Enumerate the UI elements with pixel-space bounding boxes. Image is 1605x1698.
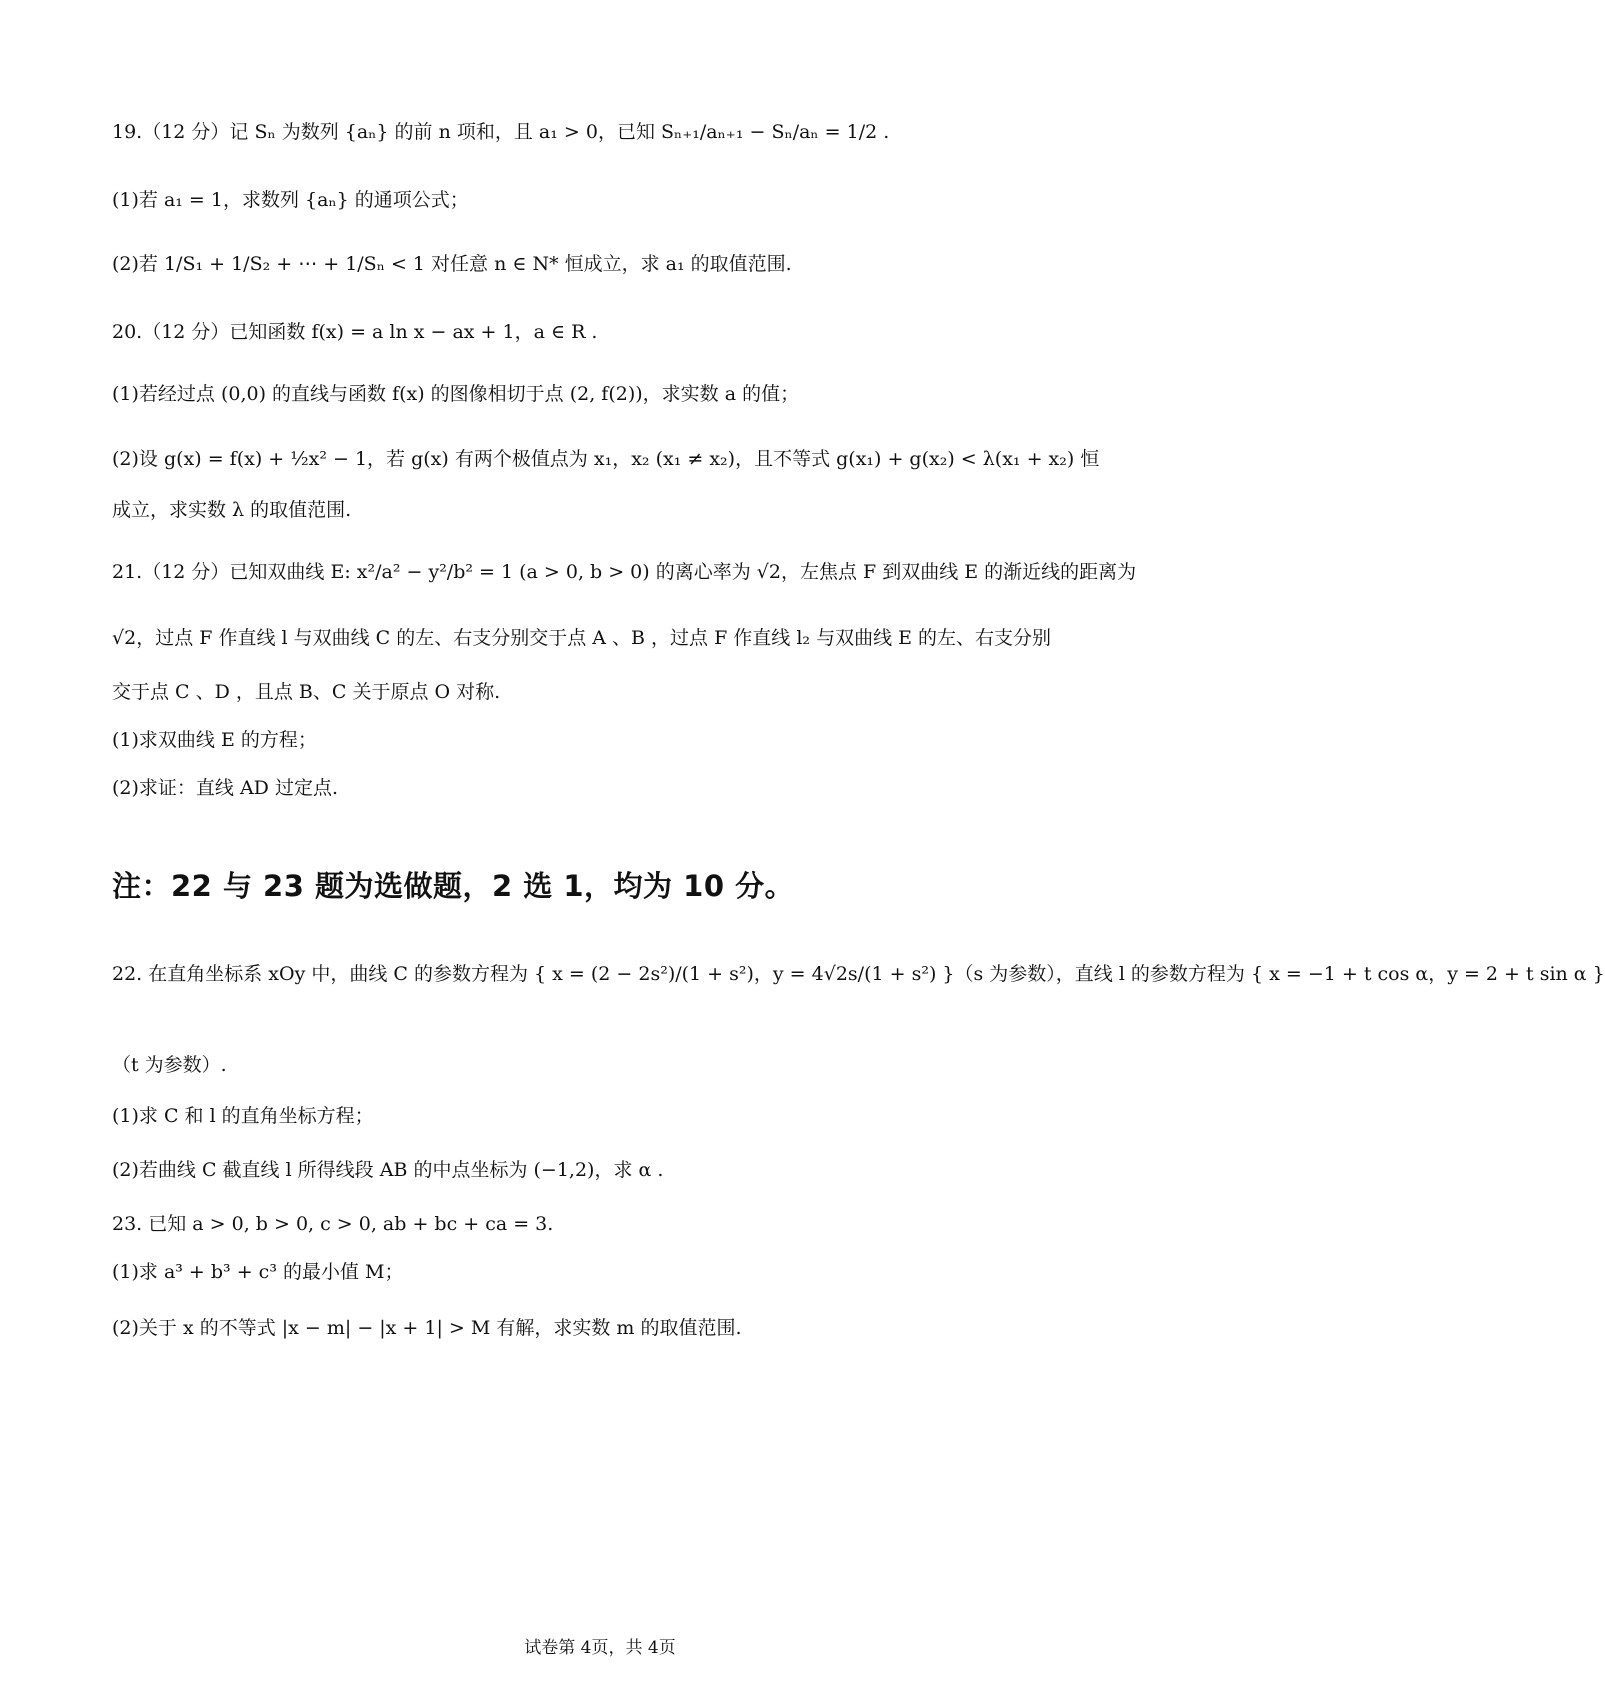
q23-part2: (2)关于 x 的不等式 |x − m| − |x + 1| > M 有解，求实数 m 的取值范围. <box>112 1317 742 1339</box>
q21-stem-line2: √2，过点 F 作直线 l 与双曲线 C 的左、右支分别交于点 A 、B ，过点 F 作直线 l₂ 与双曲线 E 的左、右支分别 <box>112 627 1052 649</box>
q21-stem-line3: 交于点 C 、D ，且点 B、C 关于原点 O 对称. <box>112 681 501 703</box>
q22-stem-line1: 22. 在直角坐标系 xOy 中，曲线 C 的参数方程为 { x = (2 − 2s²)/(1 + s²)，y = 4√2s/(1 + s²) }（s 为参数），直线 l 的参数方程为 { x = −1 + t cos α，y = 2 + t sin α } <box>112 963 1605 985</box>
q21-stem-line1: 21.（12 分）已知双曲线 E: x²/a² − y²/b² = 1 (a > 0, b > 0) 的离心率为 √2，左焦点 F 到双曲线 E 的渐近线的距离为 <box>112 561 1137 583</box>
q23-stem: 23. 已知 a > 0, b > 0, c > 0, ab + bc + ca = 3. <box>112 1213 554 1235</box>
q22-stem-line2: （t 为参数）. <box>112 1054 227 1076</box>
q20-stem: 20.（12 分）已知函数 f(x) = a ln x − ax + 1，a ∈ R . <box>112 321 598 343</box>
q23-part1: (1)求 a³ + b³ + c³ 的最小值 M； <box>112 1261 404 1283</box>
elective-note: 注：22 与 23 题为选做题，2 选 1，均为 10 分。 <box>112 869 795 903</box>
q21-part1: (1)求双曲线 E 的方程； <box>112 729 317 751</box>
page-footer: 试卷第 4页，共 4页 <box>524 1638 676 1658</box>
q19-part2: (2)若 1/S₁ + 1/S₂ + ⋯ + 1/Sₙ < 1 对任意 n ∈ N* 恒成立，求 a₁ 的取值范围. <box>112 253 792 275</box>
q19-stem: 19.（12 分）记 Sₙ 为数列 {aₙ} 的前 n 项和，且 a₁ > 0，已知 Sₙ₊₁/aₙ₊₁ − Sₙ/aₙ = 1/2 . <box>112 121 890 143</box>
q21-part2: (2)求证：直线 AD 过定点. <box>112 777 338 799</box>
q20-part2-line1: (2)设 g(x) = f(x) + ½x² − 1，若 g(x) 有两个极值点为 x₁，x₂ (x₁ ≠ x₂)，且不等式 g(x₁) + g(x₂) < λ(x₁ + x₂) 恒 <box>112 448 1100 470</box>
q20-part1: (1)若经过点 (0,0) 的直线与函数 f(x) 的图像相切于点 (2, f(2))，求实数 a 的值； <box>112 383 800 405</box>
q19-part1: (1)若 a₁ = 1，求数列 {aₙ} 的通项公式； <box>112 189 469 211</box>
q22-part1: (1)求 C 和 l 的直角坐标方程； <box>112 1105 374 1127</box>
q20-part2-line2: 成立，求实数 λ 的取值范围. <box>112 499 352 521</box>
q22-part2: (2)若曲线 C 截直线 l 所得线段 AB 的中点坐标为 (−1,2)，求 α . <box>112 1159 664 1181</box>
